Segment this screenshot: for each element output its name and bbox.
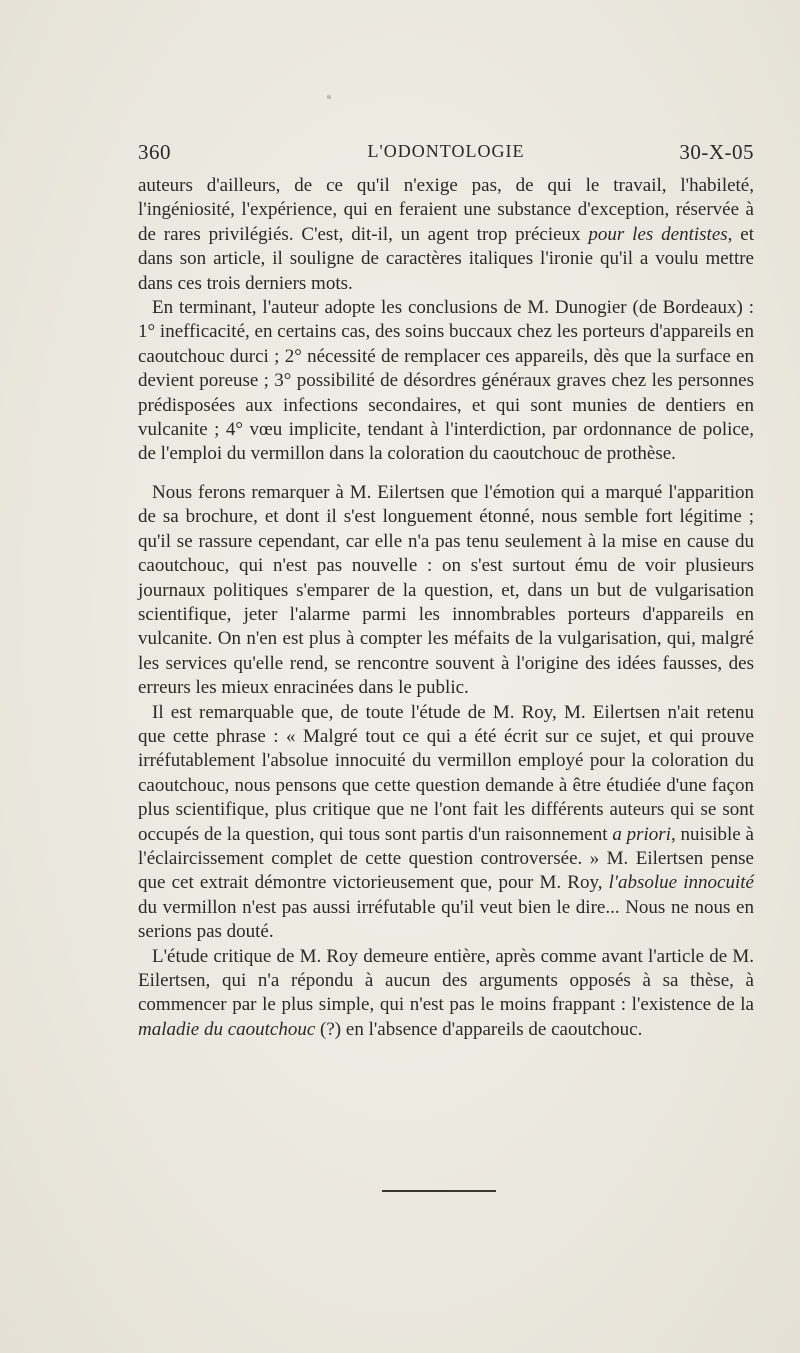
paragraph-3 [138,481,754,701]
paragraph-4 [138,701,754,945]
journal-title: L'ODONTOLOGIE [367,141,525,161]
paragraph-5 [138,945,754,1043]
text-segment: Nous ferons remarquer à M. Eilertsen que l'émotion qui a marqué l'apparition de sa brochure, et dont il s'est longuement étonné, nous semble fort légitime ; qu'il se rassure cependant, car elle n'a pas tenu seulement à la mise en cause du caoutchouc, qui n'est pas nouvelle : on s'est surtout ému de voir plusieurs journaux politiques s'emparer de la question, et, dans un but de vulgarisation scientifique, jeter l'alarme parmi les innombrables porteurs d'appareils en vulcanite. On n'en est plus à compter les méfaits de la vulgarisation, qui, malgré les services qu'elle rend, se rencontre souvent à l'origine des idées fausses, des erreurs les mieux enracinées dans le public. [138,481,754,699]
paragraph-2 [138,296,754,467]
paragraph-1 [138,174,754,296]
text-segment: du vermillon n'est pas aussi irréfutable qu'il veut bien le dire... Nous ne nous en serions pas douté. [138,896,754,943]
text-segment: L'étude critique de M. Roy demeure entière, après comme avant l'article de M. Eilertsen, qui n'a répondu à aucun des arguments opposés à sa thèse, à commencer par le plus simple, qui n'est pas le moins frappant : l'existence de la [138,945,754,1016]
text-segment: , nuisible à l'éclaircissement complet de cette question controversée. » M. Eilertsen pense que cet extrait démontre victorieusement que, pour M. Roy, [138,823,754,894]
text-segment: Il est remarquable que, de toute l'étude de M. Roy, M. Eilertsen n'ait retenu que cette phrase : « Malgré tout ce qui a été écrit sur ce sujet, et qui prouve irréfutablement l'absolue innocuité du vermillon employé pour la coloration du caoutchouc, nous pensons que cette question demande à être étudiée d'une façon plus scientifique, plus critique que ne l'ont fait les différents auteurs qui se sont occupés de la question, qui tous sont partis d'un raisonnement [138,701,754,845]
page-number: 360 [138,140,171,164]
section-end-rule [382,1190,496,1192]
paper-speck [327,95,331,99]
italic-segment: pour les dentistes [588,223,728,245]
article-body [138,174,754,1042]
text-segment: , et dans son article, il souligne de caractères italiques l'ironie qu'il a voulu mettre dans ces trois derniers mots. [138,223,754,294]
text-segment: En terminant, l'auteur adopte les conclusions de M. Dunogier (de Bordeaux) : 1° inefficacité, en certains cas, des soins buccaux chez les porteurs d'appareils en caoutchouc durci ; 2° nécessité de remplacer ces appareils, dès que la surface en devient poreuse ; 3° possibilité de désordres généraux graves chez les personnes prédisposées aux infections secondaires, et qui sont munies de dentiers en vulcanite ; 4° vœu implicite, tendant à l'interdiction, par ordonnance de police, de l'emploi du vermillon dans la coloration du caoutchouc de prothèse. [138,297,754,465]
issue-date: 30-X-05 [679,140,754,164]
italic-segment: a priori [612,823,671,845]
italic-segment: l'absolue innocuité [608,872,754,894]
italic-segment: maladie du caoutchouc [138,1018,316,1040]
text-segment: auteurs d'ailleurs, de ce qu'il n'exige pas, de qui le travail, l'habileté, l'ingéniosité, l'expérience, qui en feraient une substance d'exception, réservée à de rares privilégiés. C'est, dit-il, un agent trop précieux [138,175,754,245]
text-segment: (?) en l'absence d'appareils de caoutchouc. [315,1018,643,1040]
running-header [138,140,754,168]
